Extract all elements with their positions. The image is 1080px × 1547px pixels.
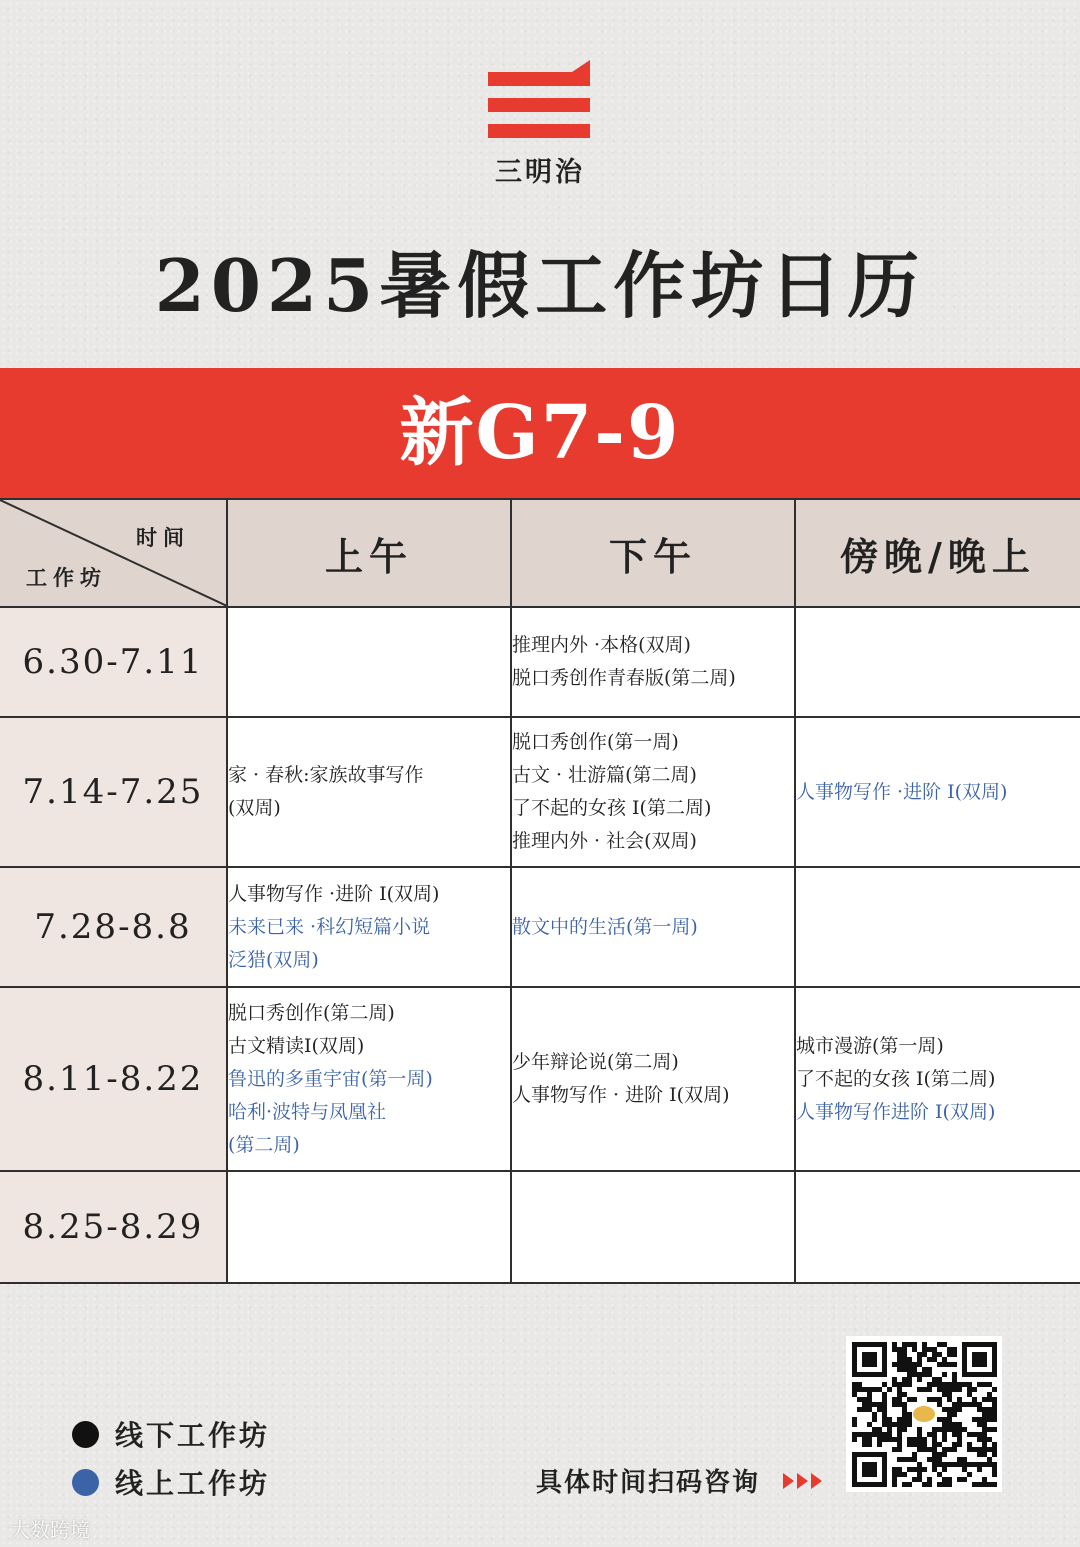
schedule-cell-pm <box>511 607 795 717</box>
column-header-evening: 傍晚/晚上 <box>795 499 1080 607</box>
workshop-item: 古文精读I(双周) <box>228 1034 365 1057</box>
workshop-item: 了不起的女孩 I(第二周) <box>512 797 712 819</box>
workshop-item: 鲁迅的多重宇宙(第一周) <box>228 1067 433 1090</box>
table-row <box>0 1171 1080 1283</box>
schedule-cell-eve <box>795 867 1080 987</box>
legend-offline <box>72 1414 270 1454</box>
workshop-item: 家 · 春秋:家族故事写作 <box>228 764 424 786</box>
workshop-item: 推理内外 ·本格(双周) <box>512 634 691 656</box>
schedule-cell-pm <box>511 717 795 867</box>
online-dot-icon <box>72 1469 99 1496</box>
column-header-morning: 上午 <box>227 499 511 607</box>
workshop-item: 少年辩论说(第二周) <box>512 1051 679 1073</box>
schedule-cell-am <box>227 607 511 717</box>
column-header-afternoon: 下午 <box>511 499 795 607</box>
page-title: 2025暑假工作坊日历 <box>154 243 926 328</box>
schedule-cell-am <box>227 867 511 987</box>
workshop-item: 脱口秀创作(第二周) <box>228 1001 395 1024</box>
schedule-cell-am <box>227 987 511 1171</box>
schedule-cell-eve <box>795 987 1080 1171</box>
table-row <box>0 987 1080 1171</box>
workshop-item: 泛猎(双周) <box>228 948 319 971</box>
logo-text: 三明治 <box>495 157 585 188</box>
date-range-cell: 6.30-7.11 <box>0 607 227 717</box>
workshop-item: 人事物写作 ·进阶 I(双周) <box>228 882 440 905</box>
offline-dot-icon <box>72 1421 99 1448</box>
brand-logo <box>486 58 594 188</box>
date-range-cell: 8.11-8.22 <box>0 987 227 1171</box>
grade-banner <box>0 368 1080 498</box>
workshop-item: 未来已来 ·科幻短篇小说 <box>228 915 431 938</box>
workshop-item: 散文中的生活(第一周) <box>512 915 698 938</box>
corner-header-cell <box>0 499 227 607</box>
workshop-item: 脱口秀创作(第一周) <box>512 731 679 753</box>
legend-online-label: 线上工作坊 <box>115 1467 271 1500</box>
schedule-table <box>0 498 1080 1284</box>
workshop-item: 城市漫游(第一周) <box>796 1034 944 1057</box>
workshop-item: 人事物写作进阶 I(双周) <box>796 1100 996 1123</box>
workshop-item: 人事物写作 · 进阶 I(双周) <box>512 1084 730 1106</box>
workshop-item: 脱口秀创作青春版(第二周) <box>512 667 736 689</box>
watermark: 大数跨境 <box>10 1518 90 1542</box>
table-row <box>0 717 1080 867</box>
corner-time-label: 时间 <box>136 525 190 550</box>
date-range-cell: 8.25-8.29 <box>0 1171 227 1283</box>
legend-online <box>72 1462 270 1502</box>
schedule-cell-eve <box>795 717 1080 867</box>
date-range-cell: 7.28-8.8 <box>0 867 227 987</box>
workshop-item: 推理内外 · 社会(双周) <box>512 830 697 852</box>
workshop-item: 人事物写作 ·进阶 I(双周) <box>796 780 1008 803</box>
logo-stripes-icon <box>486 58 594 148</box>
schedule-cell-pm <box>511 867 795 987</box>
workshop-item: (第二周) <box>228 1133 300 1156</box>
workshop-item: 古文 · 壮游篇(第二周) <box>512 764 697 786</box>
workshop-item: (双周) <box>228 797 281 819</box>
table-row <box>0 867 1080 987</box>
schedule-cell-eve <box>795 1171 1080 1283</box>
corner-workshop-label: 工作坊 <box>26 565 107 590</box>
triple-chevron-right-icon <box>783 1470 825 1492</box>
schedule-cell-eve <box>795 607 1080 717</box>
table-header-row <box>0 499 1080 607</box>
grade-label: 新G7-9 <box>399 390 681 476</box>
schedule-cell-am <box>227 1171 511 1283</box>
qr-code-icon[interactable] <box>846 1336 1002 1492</box>
scan-consult-text: 具体时间扫码咨询 <box>536 1468 761 1498</box>
schedule-cell-am <box>227 717 511 867</box>
schedule-cell-pm <box>511 1171 795 1283</box>
schedule-cell-pm <box>511 987 795 1171</box>
date-range-cell: 7.14-7.25 <box>0 717 227 867</box>
legend-offline-label: 线下工作坊 <box>115 1419 271 1452</box>
workshop-item: 哈利·波特与凤凰社 <box>228 1100 387 1123</box>
workshop-item: 了不起的女孩 I(第二周) <box>796 1067 996 1090</box>
table-row <box>0 607 1080 717</box>
